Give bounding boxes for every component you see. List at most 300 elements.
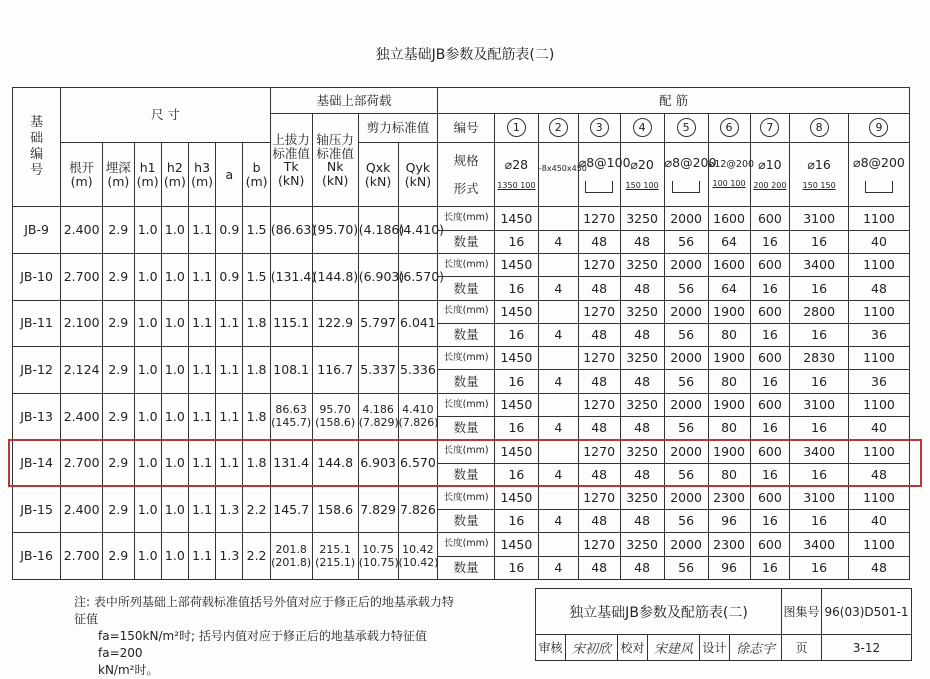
load-text: (144.8) [312,268,359,284]
size-col-name: a [225,166,234,182]
load-text: 158.6 [317,501,354,517]
count-value: 16 [494,510,538,533]
count-value: 4 [538,230,578,253]
rebar-number-cell [708,114,750,142]
count-value: 16 [494,556,538,579]
count-value: 48 [848,556,909,579]
count-value: 48 [848,277,909,300]
size-value: 2.124 [61,347,103,394]
size-group-header: 尺 寸 [61,88,271,143]
rebar-number-cell [494,114,538,142]
rebar-form-dims: 150 150 [802,181,836,191]
rebar-spec-form [620,142,664,207]
length-value: 1100 [848,486,909,509]
count-value: 80 [708,463,750,486]
load-value [312,300,358,347]
count-value: 48 [620,556,664,579]
size-col-header [243,142,270,207]
length-value: 2800 [790,300,849,323]
size-value: 1.5 [243,254,270,301]
size-col-header [134,142,161,207]
rebar-spec: ⌀28 [504,157,529,173]
rebar-num-label: 编号 [438,114,495,142]
rebar-number-circle: 7 [760,118,779,137]
size-value: 2.9 [103,393,134,440]
length-value [538,347,578,370]
length-value: 3250 [620,254,664,277]
spec-form-labels [438,142,495,207]
size-value: 2.400 [61,207,103,254]
load-value [270,486,312,533]
size-value: 1.0 [134,440,161,487]
length-value: 3100 [790,207,849,230]
rebar-spec: ⌀10 [758,157,782,173]
size-value: 1.1 [188,486,215,533]
length-value: 1270 [578,254,620,277]
size-value: 2.9 [103,254,134,301]
rebar-number-cell [848,114,909,142]
rebar-number-cell [578,114,620,142]
size-col-name: h2 [166,159,183,175]
review-signature: 宋初欣 [566,635,618,661]
count-value: 4 [538,323,578,346]
rebar-shape-icon [672,181,700,193]
length-value: 1450 [494,440,538,463]
length-value: 600 [750,533,790,556]
load-group-header: 基础上部荷载 [270,88,438,114]
count-value: 16 [790,277,849,300]
rebar-spec-form [708,142,755,207]
size-col-unit: (m) [163,173,186,189]
length-value: 1270 [578,533,620,556]
base-id-header: 基础编号 [13,88,61,207]
size-value: 1.8 [243,440,270,487]
length-value: 600 [750,254,790,277]
rebar-spec: ⌀8@200 [853,154,905,170]
length-value: 1900 [708,393,750,416]
count-value: 56 [664,510,708,533]
rebar-number-circle: 6 [720,118,739,137]
length-value: 1450 [494,393,538,416]
count-label: 数量 [438,230,495,253]
load-text: 7.829 [360,501,396,517]
count-value: 16 [494,277,538,300]
load-value [358,254,405,301]
length-value: 3400 [790,440,849,463]
load-text: 108.1 [273,362,310,378]
size-value: 1.0 [161,533,188,580]
size-value: 1.0 [134,533,161,580]
length-value: 1450 [494,300,538,323]
length-value: 600 [750,440,790,463]
count-value: 4 [538,510,578,533]
load-value [312,254,358,301]
length-value: 2000 [664,207,708,230]
length-value: 2000 [664,347,708,370]
rebar-number-cell [664,114,708,142]
rebar-number-circle: 5 [677,118,696,137]
load-value [270,393,312,440]
size-value: 1.8 [243,300,270,347]
length-value: 600 [750,207,790,230]
uplift-header: 上拔力 标准值 Tk (kN) [270,114,312,207]
load-value [270,533,312,580]
count-value: 96 [708,556,750,579]
count-value: 48 [578,230,620,253]
qy-header: Qyk (kN) [398,142,438,207]
count-value: 16 [750,323,790,346]
load-text: 131.4 [273,455,310,471]
form-label: 形式 [453,180,479,196]
size-value: 1.1 [216,347,243,394]
size-value: 2.400 [61,486,103,533]
check-signature: 宋建风 [648,635,700,661]
base-id: JB-16 [13,533,61,580]
count-value: 40 [848,416,909,439]
table-row [13,254,910,277]
count-value: 56 [664,416,708,439]
count-value: 16 [494,416,538,439]
count-value: 16 [494,463,538,486]
design-label: 设计 [700,635,730,661]
count-value: 16 [750,463,790,486]
length-label: 长度(mm) [438,393,495,416]
atlas-label: 图集号 [782,589,822,635]
count-value: 56 [664,463,708,486]
rebar-spec: ⌀20 [630,157,654,173]
size-value: 1.0 [161,440,188,487]
load-value [398,393,438,440]
rebar-number-circle: 3 [590,118,609,137]
length-label: 长度(mm) [438,300,495,323]
length-value: 1100 [848,347,909,370]
note-line: kN/m²时。 [98,663,159,677]
rebar-form-dims: 1350 100 [497,181,536,191]
count-value: 64 [708,230,750,253]
length-value: 2000 [664,440,708,463]
size-value: 1.1 [216,440,243,487]
count-value: 16 [790,463,849,486]
count-label: 数量 [438,416,495,439]
size-col-unit: (m) [191,173,214,189]
rebar-shape-icon [585,181,613,193]
load-text: (6.903) [358,268,405,284]
count-value: 56 [664,277,708,300]
length-value: 1600 [708,254,750,277]
count-value: 48 [620,323,664,346]
length-value: 1270 [578,347,620,370]
load-value [312,347,358,394]
base-id: JB-10 [13,254,61,301]
rebar-number-circle: 8 [810,118,829,137]
count-value: 48 [578,323,620,346]
rebar-number-circle: 9 [869,118,888,137]
length-value: 600 [750,347,790,370]
rebar-spec-form [790,142,849,207]
count-value: 16 [494,370,538,393]
length-label: 长度(mm) [438,533,495,556]
rebar-spec: ⌀8@200 [664,154,717,170]
size-value: 1.0 [161,347,188,394]
count-label: 数量 [438,463,495,486]
load-value [358,393,398,440]
size-col-name: h1 [139,159,156,175]
load-text: 115.1 [273,315,310,331]
length-value: 3250 [620,207,664,230]
base-id: JB-13 [13,393,61,440]
load-text: 10.75 (10.75) [358,543,399,570]
size-value: 1.0 [161,207,188,254]
length-value: 1600 [708,207,750,230]
rebar-spec-form [664,142,717,207]
length-value: 1450 [494,533,538,556]
count-value: 48 [848,463,909,486]
length-value [538,207,578,230]
count-value: 16 [750,277,790,300]
count-value: 56 [664,556,708,579]
rebar-number-cell [620,114,664,142]
size-col-name: b [252,159,261,175]
count-value: 48 [578,556,620,579]
table-notes [74,594,464,679]
load-text: 5.797 [360,315,396,331]
length-value [538,254,578,277]
size-col-name: 根开 [69,159,95,175]
size-value: 1.0 [134,207,161,254]
review-label: 审核 [536,635,566,661]
base-id: JB-14 [13,440,61,487]
size-value: 1.1 [188,207,215,254]
count-value: 16 [494,323,538,346]
load-text: 6.903 [360,455,396,471]
count-value: 16 [750,510,790,533]
length-value: 3400 [790,254,849,277]
rebar-spec: ⌀8@100 [578,154,631,170]
rebar-number-circle: 4 [633,118,652,137]
load-text: (6.570) [398,268,445,284]
count-label: 数量 [438,323,495,346]
load-text: 6.570 [400,455,436,471]
length-value: 2000 [664,533,708,556]
table-row [13,300,910,323]
load-value [312,533,358,580]
length-value: 1450 [494,207,538,230]
count-value: 16 [750,556,790,579]
count-value: 16 [790,323,849,346]
load-value [312,486,358,533]
load-value [270,207,317,254]
load-text: (131.4) [270,268,317,284]
size-value: 0.9 [216,207,243,254]
size-col-header [161,142,188,207]
count-value: 48 [620,463,664,486]
length-value: 1270 [578,300,620,323]
size-col-header [216,142,243,207]
load-text: 86.63 (145.7) [271,403,312,430]
count-label: 数量 [438,556,495,579]
table-row [13,207,910,230]
size-value: 2.9 [103,300,134,347]
load-value [358,300,398,347]
spec-label: 规格 [453,152,479,168]
size-value: 2.2 [243,486,270,533]
count-value: 48 [620,370,664,393]
load-text: 116.7 [317,362,354,378]
length-value: 3100 [790,393,849,416]
size-value: 1.0 [161,393,188,440]
size-value: 2.700 [61,440,103,487]
count-value: 56 [664,323,708,346]
length-value: 3250 [620,440,664,463]
length-value [538,300,578,323]
size-col-unit: (m) [107,173,130,189]
size-col-unit: (m) [245,173,268,189]
length-value: 600 [750,300,790,323]
load-text: 6.041 [400,315,436,331]
length-value: 1450 [494,347,538,370]
count-value: 16 [790,230,849,253]
size-value: 2.400 [61,393,103,440]
load-value [358,207,405,254]
count-value: 80 [708,370,750,393]
length-value: 2000 [664,300,708,323]
count-value: 48 [578,370,620,393]
rebar-spec: -8x450x450 [538,164,587,174]
count-value: 48 [578,510,620,533]
count-value: 16 [750,416,790,439]
length-value: 3250 [620,486,664,509]
rebar-spec-form [578,142,631,207]
size-value: 1.1 [216,300,243,347]
size-value: 1.0 [161,300,188,347]
count-value: 48 [578,416,620,439]
count-value: 48 [620,277,664,300]
count-value: 36 [848,370,909,393]
load-value [270,300,312,347]
length-value: 3250 [620,533,664,556]
size-value: 2.9 [103,486,134,533]
length-value: 1450 [494,486,538,509]
count-label: 数量 [438,277,495,300]
size-value: 2.700 [61,254,103,301]
count-value: 48 [578,463,620,486]
length-value: 1270 [578,393,620,416]
size-col-name: h3 [194,159,211,175]
count-value: 16 [790,416,849,439]
load-value [398,207,445,254]
length-value: 1100 [848,533,909,556]
size-value: 1.0 [134,393,161,440]
load-text: 144.8 [317,455,354,471]
size-col-header [61,142,103,207]
count-value: 16 [790,510,849,533]
length-value [538,393,578,416]
rebar-group-header: 配 筋 [438,88,910,114]
count-value: 56 [664,230,708,253]
count-value: 4 [538,556,578,579]
count-label: 数量 [438,370,495,393]
length-value: 1900 [708,347,750,370]
length-value: 600 [750,486,790,509]
load-value [358,347,398,394]
count-value: 96 [708,510,750,533]
size-value: 1.1 [188,440,215,487]
length-value: 2000 [664,254,708,277]
parameter-table [12,87,910,580]
rebar-spec-form [750,142,790,207]
size-col-name: 埋深 [105,159,131,175]
size-value: 2.700 [61,533,103,580]
table-row [13,486,910,509]
load-text: 10.42 (10.42) [398,543,439,570]
count-value: 16 [790,556,849,579]
selected-row-highlight [8,439,922,487]
size-value: 1.0 [161,254,188,301]
length-label: 长度(mm) [438,486,495,509]
count-value: 4 [538,463,578,486]
length-value: 1100 [848,207,909,230]
length-value [538,533,578,556]
load-value [358,486,398,533]
table-row [13,533,910,556]
length-value: 3250 [620,347,664,370]
length-value: 1100 [848,300,909,323]
count-value: 80 [708,416,750,439]
load-text: 145.7 [273,501,310,517]
length-value: 1100 [848,254,909,277]
size-value: 1.3 [216,533,243,580]
length-value: 1450 [494,254,538,277]
load-value [312,393,358,440]
load-value [398,486,438,533]
page-number: 3-12 [822,635,912,661]
size-value: 2.9 [103,533,134,580]
base-id: JB-15 [13,486,61,533]
length-value: 1270 [578,207,620,230]
rebar-number-circle: 1 [507,118,526,137]
count-value: 40 [848,230,909,253]
length-value: 3100 [790,486,849,509]
load-value [270,347,312,394]
size-col-header [188,142,215,207]
count-value: 16 [790,370,849,393]
length-value: 2830 [790,347,849,370]
load-text: (4.186) [358,222,405,238]
size-value: 1.1 [188,533,215,580]
rebar-spec-form [848,142,909,207]
length-value: 2300 [708,533,750,556]
load-text: 201.8 (201.8) [271,543,312,570]
size-value: 2.2 [243,533,270,580]
load-text: (95.70) [312,222,359,238]
load-text: 215.1 (215.1) [315,543,356,570]
count-value: 16 [750,370,790,393]
size-value: 1.0 [134,486,161,533]
count-value: 56 [664,370,708,393]
count-value: 36 [848,323,909,346]
note-line: fa=150kN/m²时; 括号内值对应于修正后的地基承载力特征值 fa=200 [98,629,427,660]
shear-header: 剪力标准值 [358,114,438,142]
length-value: 1900 [708,300,750,323]
rebar-number-circle: 2 [549,118,568,137]
base-id: JB-11 [13,300,61,347]
rebar-shape-icon [865,181,893,193]
rebar-form-dims: 200 200 [753,181,787,191]
rebar-number-cell [750,114,790,142]
length-value: 3400 [790,533,849,556]
count-value: 64 [708,277,750,300]
titleblock-name: 独立基础JB参数及配筋表(二) [536,589,782,635]
